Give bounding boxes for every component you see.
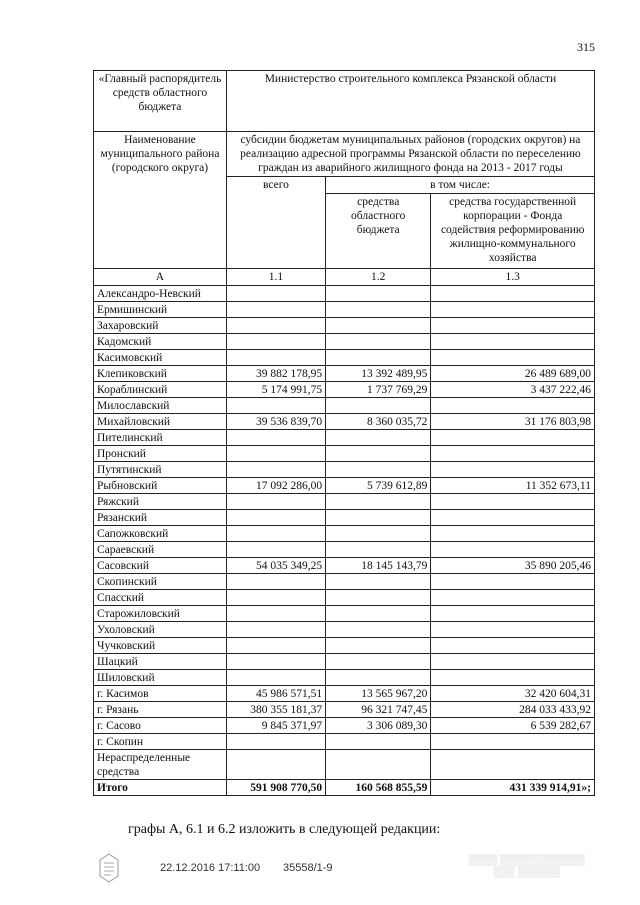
table-row: [94, 670, 595, 686]
regional-value: 5 739 612,89: [326, 478, 431, 494]
district-name: Милославский: [94, 398, 227, 414]
regional-value: [326, 542, 431, 558]
table-row: [94, 558, 595, 574]
table-row: [94, 510, 595, 526]
district-name: Пителинский: [94, 430, 227, 446]
total-value: [226, 350, 325, 366]
district-name: Михайловский: [94, 414, 227, 430]
table-row: [94, 654, 595, 670]
table-row: [94, 302, 595, 318]
table-row: [94, 366, 595, 382]
regional-value: [326, 446, 431, 462]
total-value: [226, 734, 325, 750]
fund-value: [431, 654, 595, 670]
fund-value: 431 339 914,91»;: [431, 780, 595, 796]
including-header: в том числе:: [326, 177, 595, 194]
regional-value: [326, 398, 431, 414]
total-column-header: всего: [226, 177, 325, 269]
fund-value: [431, 606, 595, 622]
table-row: [94, 350, 595, 366]
fund-value: 3 437 222,46: [431, 382, 595, 398]
subsidy-table: [93, 70, 595, 796]
district-name: Скопинский: [94, 574, 227, 590]
fund-value: [431, 750, 595, 780]
fund-value: [431, 462, 595, 478]
total-value: 54 035 349,25: [226, 558, 325, 574]
regional-value: [326, 670, 431, 686]
table-row: [94, 478, 595, 494]
table-row: [94, 622, 595, 638]
regional-value: 13 565 967,20: [326, 686, 431, 702]
total-value: [226, 574, 325, 590]
total-value: [226, 542, 325, 558]
district-name: Шацкий: [94, 654, 227, 670]
table-row: [94, 494, 595, 510]
district-name: Рязанский: [94, 510, 227, 526]
regional-value: [326, 350, 431, 366]
total-value: 380 355 181,37: [226, 702, 325, 718]
district-name: Шиловский: [94, 670, 227, 686]
table-row: [94, 686, 595, 702]
district-name: Сасовский: [94, 558, 227, 574]
total-value: [226, 286, 325, 302]
regional-value: [326, 654, 431, 670]
fund-value: 6 539 282,67: [431, 718, 595, 734]
regional-value: [326, 318, 431, 334]
district-name: Кадомский: [94, 334, 227, 350]
regional-value: [326, 430, 431, 446]
district-name: Пронский: [94, 446, 227, 462]
table-row: [94, 718, 595, 734]
column-codes-row: [94, 269, 595, 286]
name-column-header: Наименование муниципального района (городского округа): [94, 132, 227, 269]
document-stamp-icon: [96, 852, 122, 884]
total-value: [226, 302, 325, 318]
total-value: [226, 622, 325, 638]
total-value: 39 882 178,95: [226, 366, 325, 382]
fund-value: [431, 446, 595, 462]
fund-column-header: средства государственной корпорации - Фонда содействия реформированию жилищно-коммунального хозяйства: [431, 194, 595, 269]
total-value: [226, 654, 325, 670]
watermark-stamp: ▒▒▒▒ ▒▒▒▒▒▒▒▒▒▒▒▒ ▒▒▒ ▒▒▒▒▒▒: [468, 855, 586, 878]
table-row: [94, 750, 595, 780]
fund-value: [431, 542, 595, 558]
total-value: 9 845 371,97: [226, 718, 325, 734]
subsidy-header: субсидии бюджетам муниципальных районов (городских округов) на реализацию адресной программы Рязанской области по переселению граждан из аварийного жилищного фонда на 2013 - 2017 годы: [226, 132, 594, 177]
total-value: [226, 638, 325, 654]
fund-value: [431, 318, 595, 334]
table-row: [94, 638, 595, 654]
fund-value: 284 033 433,92: [431, 702, 595, 718]
table-row: [94, 542, 595, 558]
total-value: [226, 526, 325, 542]
total-value: [226, 334, 325, 350]
total-value: 5 174 991,75: [226, 382, 325, 398]
table-row: [94, 606, 595, 622]
column-code: 1.2: [326, 269, 431, 286]
regional-value: 96 321 747,45: [326, 702, 431, 718]
regional-value: [326, 734, 431, 750]
table-row: [94, 318, 595, 334]
regional-value: [326, 622, 431, 638]
table-row: [94, 334, 595, 350]
district-name: г. Сасово: [94, 718, 227, 734]
fund-value: [431, 350, 595, 366]
fund-value: 32 420 604,31: [431, 686, 595, 702]
regional-value: 13 392 489,95: [326, 366, 431, 382]
fund-value: [431, 638, 595, 654]
district-name: г. Касимов: [94, 686, 227, 702]
district-name: Захаровский: [94, 318, 227, 334]
table-row: [94, 462, 595, 478]
total-value: 45 986 571,51: [226, 686, 325, 702]
regional-column-header: средства областного бюджета: [326, 194, 431, 269]
fund-value: [431, 430, 595, 446]
district-name: Александро-Невский: [94, 286, 227, 302]
district-name: Путятинский: [94, 462, 227, 478]
table-row: [94, 414, 595, 430]
regional-value: 18 145 143,79: [326, 558, 431, 574]
total-value: 17 092 286,00: [226, 478, 325, 494]
regional-value: 160 568 855,59: [326, 780, 431, 796]
total-value: [226, 462, 325, 478]
total-value: [226, 430, 325, 446]
district-name: г. Рязань: [94, 702, 227, 718]
table-row: [94, 430, 595, 446]
fund-value: [431, 670, 595, 686]
table-row: [94, 574, 595, 590]
regional-value: 8 360 035,72: [326, 414, 431, 430]
table-row: [94, 382, 595, 398]
fund-value: [431, 622, 595, 638]
total-value: [226, 494, 325, 510]
regional-value: [326, 302, 431, 318]
district-name: Ряжский: [94, 494, 227, 510]
district-name: Старожиловский: [94, 606, 227, 622]
totals-row: [94, 780, 595, 796]
total-value: [226, 590, 325, 606]
district-name: Сапожковский: [94, 526, 227, 542]
total-value: [226, 446, 325, 462]
regional-value: [326, 750, 431, 780]
fund-value: [431, 590, 595, 606]
admin-value: Министерство строительного комплекса Рязанской области: [226, 71, 594, 132]
regional-value: [326, 494, 431, 510]
column-code: А: [94, 269, 227, 286]
table-row: [94, 526, 595, 542]
total-value: 39 536 839,70: [226, 414, 325, 430]
footer-date: 22.12.2016 17:11:00: [160, 862, 261, 874]
fund-value: [431, 302, 595, 318]
district-name: Сараевский: [94, 542, 227, 558]
table-row: [94, 398, 595, 414]
fund-value: [431, 398, 595, 414]
column-code: 1.1: [226, 269, 325, 286]
total-value: [226, 510, 325, 526]
district-name: Итого: [94, 780, 227, 796]
table-row: [94, 734, 595, 750]
district-name: Ухоловский: [94, 622, 227, 638]
fund-value: 31 176 803,98: [431, 414, 595, 430]
district-name: Клепиковский: [94, 366, 227, 382]
regional-value: [326, 590, 431, 606]
fund-value: [431, 526, 595, 542]
regional-value: [326, 286, 431, 302]
regional-value: [326, 510, 431, 526]
district-name: Рыбновский: [94, 478, 227, 494]
fund-value: 35 890 205,46: [431, 558, 595, 574]
regional-value: [326, 462, 431, 478]
district-name: Кораблинский: [94, 382, 227, 398]
district-name: Ермишинский: [94, 302, 227, 318]
regional-value: 1 737 769,29: [326, 382, 431, 398]
district-name: г. Скопин: [94, 734, 227, 750]
district-name: Касимовский: [94, 350, 227, 366]
admin-row: [94, 71, 595, 132]
fund-value: [431, 734, 595, 750]
regional-value: 3 306 089,30: [326, 718, 431, 734]
page-number: 315: [577, 40, 595, 54]
footer-code: 35558/1-9: [283, 862, 333, 874]
total-value: [226, 670, 325, 686]
district-name: Нераспределенные средства: [94, 750, 227, 780]
fund-value: [431, 574, 595, 590]
regional-value: [326, 574, 431, 590]
fund-value: [431, 510, 595, 526]
regional-value: [326, 334, 431, 350]
table-row: [94, 590, 595, 606]
post-table-text: графы А, 6.1 и 6.2 изложить в следующей редакции:: [128, 822, 441, 837]
table-row: [94, 286, 595, 302]
header-row-1: [94, 132, 595, 177]
fund-value: [431, 494, 595, 510]
column-code: 1.3: [431, 269, 595, 286]
fund-value: [431, 334, 595, 350]
total-value: [226, 606, 325, 622]
regional-value: [326, 606, 431, 622]
total-value: [226, 318, 325, 334]
admin-label: «Главный распорядитель средств областного бюджета: [94, 71, 227, 132]
fund-value: [431, 286, 595, 302]
total-value: [226, 398, 325, 414]
district-name: Чучковский: [94, 638, 227, 654]
regional-value: [326, 526, 431, 542]
regional-value: [326, 638, 431, 654]
fund-value: 26 489 689,00: [431, 366, 595, 382]
total-value: [226, 750, 325, 780]
table-row: [94, 446, 595, 462]
total-value: 591 908 770,50: [226, 780, 325, 796]
fund-value: 11 352 673,11: [431, 478, 595, 494]
table-row: [94, 702, 595, 718]
district-name: Спасский: [94, 590, 227, 606]
